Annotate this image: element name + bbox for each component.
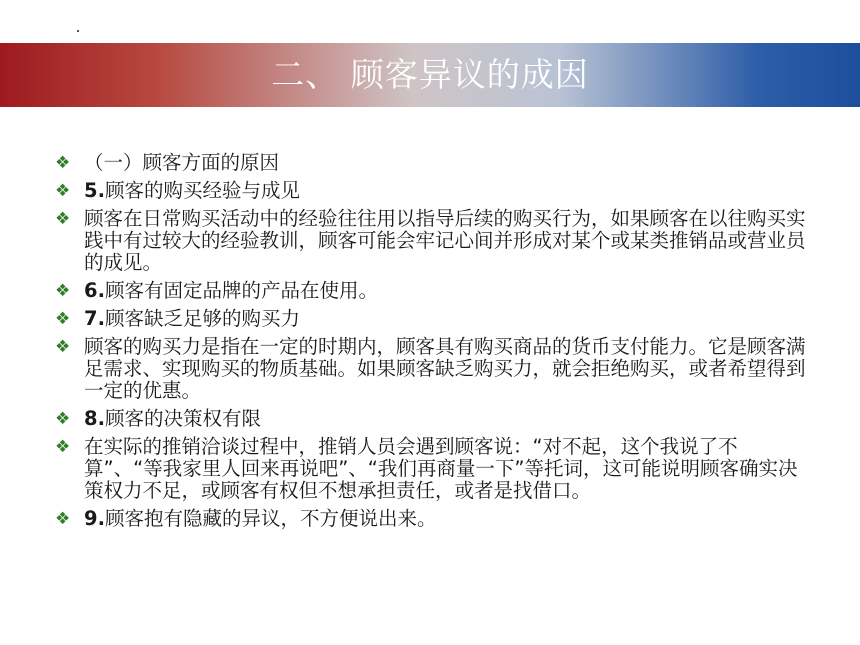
decorative-dot [77,30,79,32]
content-list [55,152,815,536]
list-item [55,336,815,402]
diamond-bullet-icon: ❖ [55,153,71,173]
item-number: 6. [84,279,105,302]
list-item [55,280,815,302]
title-banner [0,43,860,107]
item-text: 顾客有固定品牌的产品在使用。 [104,279,378,302]
item-text: 顾客缺乏足够的购买力 [104,307,300,330]
diamond-bullet-icon: ❖ [55,337,71,357]
diamond-bullet-icon: ❖ [55,409,71,429]
diamond-bullet-icon: ❖ [55,281,71,301]
list-item [55,208,815,274]
list-item [55,152,815,174]
diamond-bullet-icon: ❖ [55,509,71,529]
list-item [55,180,815,202]
item-text: 顾客的购买经验与成见 [104,179,300,202]
item-text: 顾客抱有隐藏的异议，不方便说出来。 [104,507,437,530]
item-text: 顾客在日常购买活动中的经验往往用以指导后续的购买行为，如果顾客在以往购买实践中有过较大的经验教训，顾客可能会牢记心间并形成对某个或某类推销品或营业员的成见。 [84,207,806,274]
list-item [55,508,815,530]
item-text: 顾客的决策权有限 [104,407,261,430]
item-number: 8. [84,407,105,430]
item-text: 在实际的推销洽谈过程中，推销人员会遇到顾客说：“对不起，这个我说了不算”、“等我家里人回来再说吧”、“我们再商量一下”等托词，这可能说明顾客确实决策权力不足，或顾客有权但不想承担责任，或者是找借口。 [84,435,798,502]
item-number: 7. [84,307,105,330]
slide-title: 二、 顾客异议的成因 [271,55,589,94]
list-item [55,308,815,330]
diamond-bullet-icon: ❖ [55,181,71,201]
item-number: 5. [84,179,105,202]
list-item [55,436,815,502]
diamond-bullet-icon: ❖ [55,437,71,457]
item-number: 9. [84,507,105,530]
item-text: 顾客的购买力是指在一定的时期内，顾客具有购买商品的货币支付能力。它是顾客满足需求、实现购买的物质基础。如果顾客缺乏购买力，就会拒绝购买，或者希望得到一定的优惠。 [84,335,806,402]
diamond-bullet-icon: ❖ [55,209,71,229]
list-item [55,408,815,430]
diamond-bullet-icon: ❖ [55,309,71,329]
item-text: （一）顾客方面的原因 [84,151,280,174]
